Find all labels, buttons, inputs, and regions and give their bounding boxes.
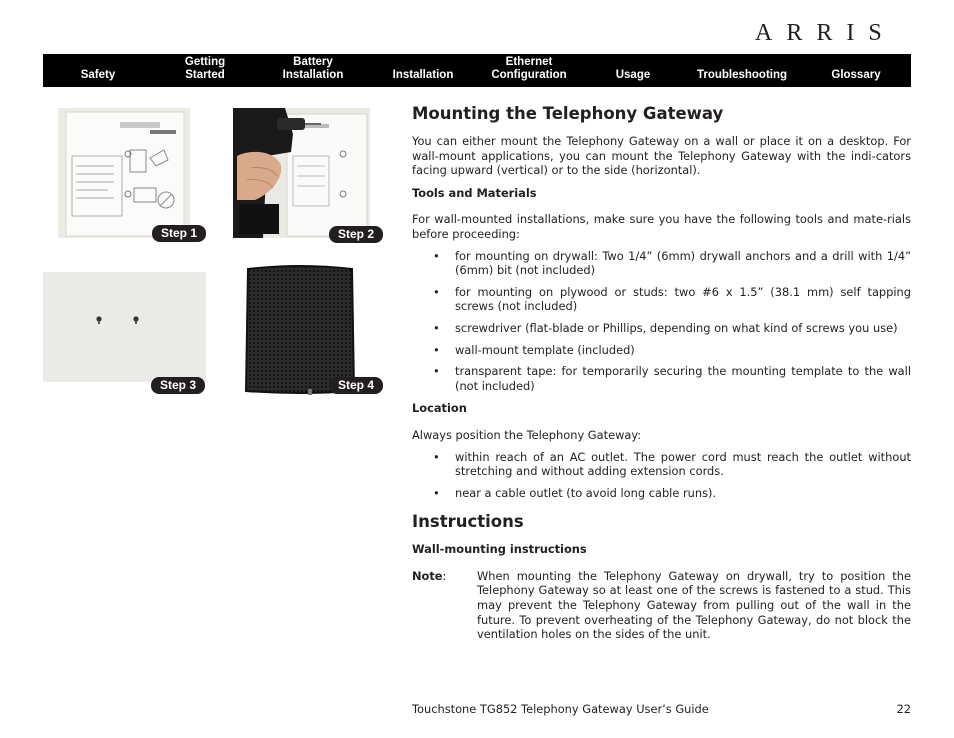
list-item: • screwdriver (flat-blade or Phillips, depending on what kind of screws you use): [412, 321, 911, 336]
intro-paragraph: You can either mount the Telephony Gateway on a wall or place it on a desktop. For wall-mount applications, you can mount the Telephony Gateway with the indi-cators facing upward (vertical) or to the side (horizontal).: [412, 134, 911, 178]
step2-photo: [233, 108, 370, 238]
page-number: 22: [896, 702, 911, 716]
list-item: • for mounting on drywall: Two 1/4” (6mm) drywall anchors and a drill with 1/4” (6mm) bit (not included): [412, 249, 911, 278]
step3-photo: [43, 272, 206, 382]
location-intro: Always position the Telephony Gateway:: [412, 427, 642, 442]
nav-glossary[interactable]: Glossary: [831, 69, 881, 81]
tools-heading: Tools and Materials: [412, 185, 537, 200]
list-item: • transparent tape: for temporarily securing the mounting template to the wall (not included): [412, 364, 911, 393]
list-item: • wall-mount template (included): [412, 343, 911, 358]
note-label: Note:: [412, 568, 447, 583]
step-3-label: Step 3: [151, 377, 205, 394]
location-list: [412, 450, 911, 501]
wall-mount-heading: Wall-mounting instructions: [412, 542, 587, 557]
nav-installation[interactable]: Installation: [392, 69, 454, 81]
nav-troubleshooting[interactable]: Troubleshooting: [696, 69, 788, 81]
top-nav: [43, 54, 911, 87]
nav-safety[interactable]: Safety: [80, 69, 116, 81]
logo-text: ARRIS: [755, 20, 896, 44]
step-4-label: Step 4: [329, 377, 383, 394]
location-heading: Location: [412, 401, 467, 416]
nav-getting-started[interactable]: Getting Started: [184, 56, 226, 81]
step1-photo: [58, 108, 190, 238]
main-content: [412, 104, 911, 642]
list-item: • within reach of an AC outlet. The power cord must reach the outlet without stretching and without adding extension cords.: [412, 450, 911, 479]
list-item: • near a cable outlet (to avoid long cable runs).: [412, 486, 911, 501]
nav-battery-installation[interactable]: Battery Installation: [282, 56, 344, 81]
instructions-heading: Instructions: [412, 512, 524, 532]
section-title: Mounting the Telephony Gateway: [412, 104, 724, 123]
step-2-label: Step 2: [329, 226, 383, 243]
arris-logo: [755, 20, 915, 44]
tools-intro: For wall-mounted installations, make sure you have the following tools and mate-rials before proceeding:: [412, 212, 911, 241]
note-block: [412, 569, 911, 642]
nav-ethernet-configuration[interactable]: Ethernet Configuration: [491, 56, 567, 81]
step-1-label: Step 1: [152, 225, 206, 242]
tools-list: [412, 249, 911, 394]
nav-usage[interactable]: Usage: [615, 69, 651, 81]
footer-title: Touchstone TG852 Telephony Gateway User’s Guide: [412, 702, 709, 716]
note-text: When mounting the Telephony Gateway on drywall, try to position the Telephony Gateway so at least one of the screws is fastened to a stud. This may prevent the Telephony Gateway from pulling out of the wall in the future. To prevent overheating of the Telephony Gateway, do not block the ventilation holes on the sides of the unit.: [477, 568, 911, 642]
list-item: • for mounting on plywood or studs: two #6 x 1.5” (38.1 mm) self tapping screws (not included): [412, 285, 911, 314]
